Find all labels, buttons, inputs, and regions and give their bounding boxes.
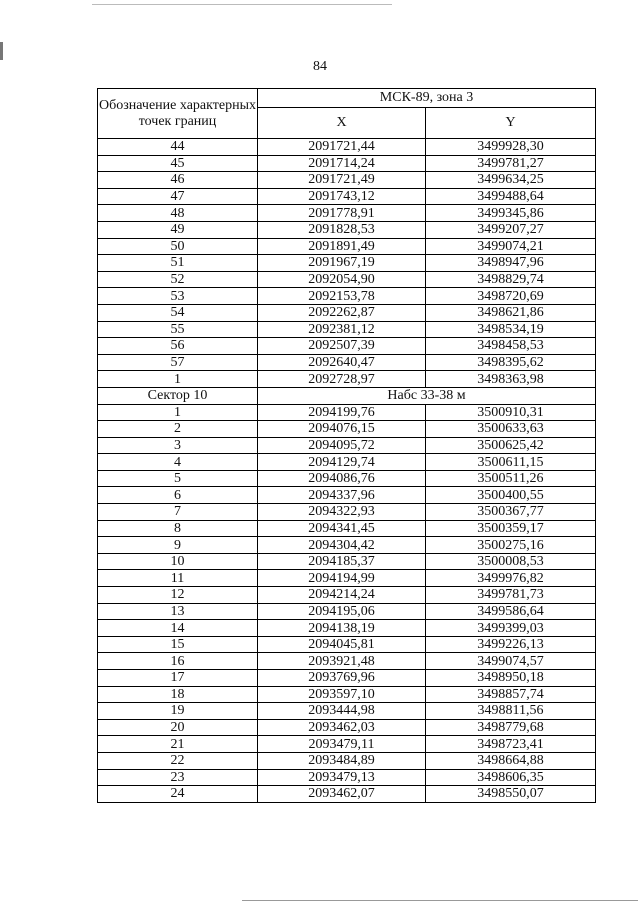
- x-cell: 2093479,11: [258, 736, 426, 753]
- table-row: [98, 271, 596, 288]
- x-cell: 2094095,72: [258, 437, 426, 454]
- point-cell: 57: [98, 354, 258, 371]
- x-cell: 2094337,96: [258, 487, 426, 504]
- y-cell: 3499781,27: [426, 155, 596, 172]
- point-cell: 7: [98, 504, 258, 521]
- sector-row-group: [98, 387, 596, 404]
- table-row: [98, 786, 596, 803]
- page-number: 84: [313, 59, 327, 74]
- point-cell: 19: [98, 703, 258, 720]
- x-cell: 2094185,37: [258, 553, 426, 570]
- table-body-part1: [98, 139, 596, 388]
- y-cell: 3498857,74: [426, 686, 596, 703]
- y-cell: 3498720,69: [426, 288, 596, 305]
- x-cell: 2093462,07: [258, 786, 426, 803]
- point-cell: 47: [98, 188, 258, 205]
- table-row: [98, 504, 596, 521]
- table-row: [98, 686, 596, 703]
- y-cell: 3500275,16: [426, 537, 596, 554]
- table-row: [98, 221, 596, 238]
- x-cell: 2093769,96: [258, 670, 426, 687]
- point-cell: 2: [98, 421, 258, 438]
- point-cell: 44: [98, 139, 258, 156]
- x-cell: 2094194,99: [258, 570, 426, 587]
- sector-height: Набс 33-38 м: [258, 387, 596, 404]
- x-cell: 2091743,12: [258, 188, 426, 205]
- top-scan-line: [92, 4, 392, 5]
- y-cell: 3500511,26: [426, 470, 596, 487]
- y-cell: 3499074,21: [426, 238, 596, 255]
- table-row: [98, 537, 596, 554]
- x-cell: 2094086,76: [258, 470, 426, 487]
- y-cell: 3499586,64: [426, 603, 596, 620]
- point-cell: 23: [98, 769, 258, 786]
- point-cell: 11: [98, 570, 258, 587]
- y-cell: 3498723,41: [426, 736, 596, 753]
- x-cell: 2091721,44: [258, 139, 426, 156]
- x-cell: 2091778,91: [258, 205, 426, 222]
- y-cell: 3499074,57: [426, 653, 596, 670]
- point-cell: 4: [98, 454, 258, 471]
- point-cell: 8: [98, 520, 258, 537]
- table-row: [98, 255, 596, 272]
- table-row: [98, 304, 596, 321]
- point-cell: 21: [98, 736, 258, 753]
- x-cell: 2093444,98: [258, 703, 426, 720]
- point-cell: 10: [98, 553, 258, 570]
- point-cell: 15: [98, 636, 258, 653]
- x-cell: 2094045,81: [258, 636, 426, 653]
- point-cell: 52: [98, 271, 258, 288]
- x-cell: 2093597,10: [258, 686, 426, 703]
- table-row: [98, 570, 596, 587]
- y-cell: 3500400,55: [426, 487, 596, 504]
- header-x: X: [258, 108, 426, 139]
- point-cell: 55: [98, 321, 258, 338]
- x-cell: 2094322,93: [258, 504, 426, 521]
- x-cell: 2094129,74: [258, 454, 426, 471]
- table-row: [98, 421, 596, 438]
- point-cell: 14: [98, 620, 258, 637]
- table-row: [98, 470, 596, 487]
- y-cell: 3500611,15: [426, 454, 596, 471]
- header-designation: Обозначение характерных точек границ: [98, 89, 258, 139]
- x-cell: 2094214,24: [258, 587, 426, 604]
- point-cell: 20: [98, 719, 258, 736]
- point-cell: 22: [98, 752, 258, 769]
- table-row: [98, 520, 596, 537]
- bottom-scan-line: [242, 900, 638, 901]
- x-cell: 2092640,47: [258, 354, 426, 371]
- table-row: [98, 653, 596, 670]
- y-cell: 3500359,17: [426, 520, 596, 537]
- table-row: [98, 752, 596, 769]
- table-row: [98, 620, 596, 637]
- table-row: [98, 636, 596, 653]
- y-cell: 3500633,63: [426, 421, 596, 438]
- y-cell: 3498534,19: [426, 321, 596, 338]
- header-coordinate-system: МСК-89, зона 3: [258, 89, 596, 108]
- point-cell: 18: [98, 686, 258, 703]
- y-cell: 3499976,82: [426, 570, 596, 587]
- x-cell: 2092381,12: [258, 321, 426, 338]
- point-cell: 24: [98, 786, 258, 803]
- x-cell: 2093921,48: [258, 653, 426, 670]
- point-cell: 48: [98, 205, 258, 222]
- y-cell: 3498363,98: [426, 371, 596, 388]
- y-cell: 3499207,27: [426, 221, 596, 238]
- table-row: [98, 338, 596, 355]
- y-cell: 3498779,68: [426, 719, 596, 736]
- x-cell: 2094076,15: [258, 421, 426, 438]
- point-cell: 5: [98, 470, 258, 487]
- y-cell: 3499226,13: [426, 636, 596, 653]
- table-row: [98, 139, 596, 156]
- x-cell: 2091891,49: [258, 238, 426, 255]
- y-cell: 3498550,07: [426, 786, 596, 803]
- x-cell: 2091721,49: [258, 172, 426, 189]
- y-cell: 3498395,62: [426, 354, 596, 371]
- point-cell: 54: [98, 304, 258, 321]
- table-row: [98, 321, 596, 338]
- table-row: [98, 288, 596, 305]
- y-cell: 3499399,03: [426, 620, 596, 637]
- table-row: [98, 603, 596, 620]
- x-cell: 2091714,24: [258, 155, 426, 172]
- y-cell: 3498458,53: [426, 338, 596, 355]
- sector-label: Сектор 10: [98, 387, 258, 404]
- y-cell: 3499345,86: [426, 205, 596, 222]
- point-cell: 46: [98, 172, 258, 189]
- y-cell: 3498947,96: [426, 255, 596, 272]
- coordinates-table: [97, 88, 596, 803]
- point-cell: 9: [98, 537, 258, 554]
- point-cell: 56: [98, 338, 258, 355]
- point-cell: 6: [98, 487, 258, 504]
- point-cell: 13: [98, 603, 258, 620]
- x-cell: 2094138,19: [258, 620, 426, 637]
- table-row: [98, 454, 596, 471]
- table-row: [98, 553, 596, 570]
- x-cell: 2093462,03: [258, 719, 426, 736]
- table-row: [98, 703, 596, 720]
- y-cell: 3498606,35: [426, 769, 596, 786]
- y-cell: 3499928,30: [426, 139, 596, 156]
- x-cell: 2094195,06: [258, 603, 426, 620]
- x-cell: 2092728,97: [258, 371, 426, 388]
- point-cell: 51: [98, 255, 258, 272]
- table-row: [98, 437, 596, 454]
- point-cell: 45: [98, 155, 258, 172]
- table-row: [98, 205, 596, 222]
- y-cell: 3499488,64: [426, 188, 596, 205]
- table-row: [98, 736, 596, 753]
- point-cell: 3: [98, 437, 258, 454]
- table-row: [98, 670, 596, 687]
- header-y: Y: [426, 108, 596, 139]
- y-cell: 3498811,56: [426, 703, 596, 720]
- point-cell: 17: [98, 670, 258, 687]
- y-cell: 3498664,88: [426, 752, 596, 769]
- x-cell: 2092153,78: [258, 288, 426, 305]
- point-cell: 49: [98, 221, 258, 238]
- point-cell: 16: [98, 653, 258, 670]
- point-cell: 1: [98, 371, 258, 388]
- y-cell: 3500367,77: [426, 504, 596, 521]
- y-cell: 3500910,31: [426, 404, 596, 421]
- table-row: [98, 404, 596, 421]
- x-cell: 2091967,19: [258, 255, 426, 272]
- table-row: [98, 172, 596, 189]
- x-cell: 2094199,76: [258, 404, 426, 421]
- table-row: [98, 719, 596, 736]
- table-row: [98, 354, 596, 371]
- x-cell: 2093479,13: [258, 769, 426, 786]
- x-cell: 2092507,39: [258, 338, 426, 355]
- x-cell: 2092054,90: [258, 271, 426, 288]
- point-cell: 1: [98, 404, 258, 421]
- y-cell: 3499634,25: [426, 172, 596, 189]
- x-cell: 2091828,53: [258, 221, 426, 238]
- table-row: [98, 587, 596, 604]
- table-row: [98, 371, 596, 388]
- sector-row: [98, 387, 596, 404]
- x-cell: 2092262,87: [258, 304, 426, 321]
- y-cell: 3498829,74: [426, 271, 596, 288]
- point-cell: 50: [98, 238, 258, 255]
- table-row: [98, 155, 596, 172]
- table-row: [98, 487, 596, 504]
- point-cell: 53: [98, 288, 258, 305]
- x-cell: 2093484,89: [258, 752, 426, 769]
- x-cell: 2094341,45: [258, 520, 426, 537]
- x-cell: 2094304,42: [258, 537, 426, 554]
- y-cell: 3498950,18: [426, 670, 596, 687]
- y-cell: 3498621,86: [426, 304, 596, 321]
- y-cell: 3499781,73: [426, 587, 596, 604]
- y-cell: 3500008,53: [426, 553, 596, 570]
- point-cell: 12: [98, 587, 258, 604]
- table-row: [98, 188, 596, 205]
- table-row: [98, 769, 596, 786]
- y-cell: 3500625,42: [426, 437, 596, 454]
- table-body-part2: [98, 404, 596, 802]
- table-row: [98, 238, 596, 255]
- left-scan-mark: [0, 42, 3, 60]
